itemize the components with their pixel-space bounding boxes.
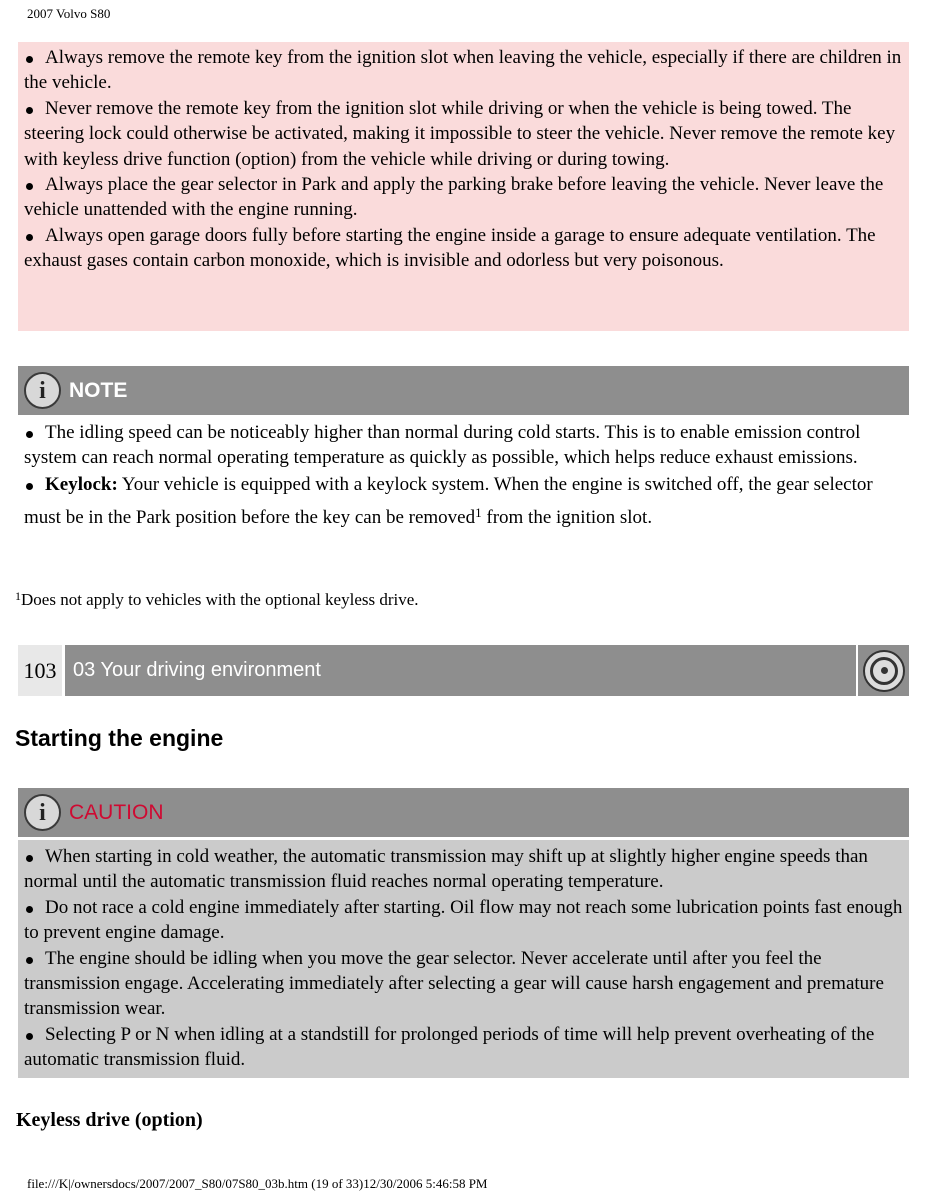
- chapter-title: 03 Your driving environment: [73, 659, 321, 681]
- footnote-marker: 1: [15, 589, 21, 603]
- note-item: [24, 471, 903, 532]
- keylock-label: Keylock:: [45, 473, 118, 495]
- note-body: [18, 420, 909, 532]
- footnote: [15, 589, 419, 610]
- caution-box: [18, 840, 909, 1078]
- warning-item-text: Always remove the remote key from the ignition slot when leaving the vehicle, especially if there are children in the vehicle.: [24, 47, 902, 94]
- bullet-icon: [24, 480, 34, 490]
- caution-item: [24, 844, 903, 895]
- caution-item-text: Do not race a cold engine immediately after starting. Oil flow may not reach some lubrication points fast enough to prevent engine damage.: [24, 896, 903, 944]
- document-header: 2007 Volvo S80: [27, 6, 111, 21]
- info-icon: i: [24, 372, 61, 409]
- warning-box: [18, 42, 909, 331]
- note-header: [18, 366, 909, 415]
- chapter-title-bar: [65, 645, 856, 696]
- caution-header: [18, 788, 909, 837]
- bullet-icon: [24, 1030, 34, 1040]
- warning-item-text: Always place the gear selector in Park and apply the parking brake before leaving the vehicle. Never leave the vehicle unattended with the engine running.: [24, 174, 884, 221]
- section-heading: Starting the engine: [15, 725, 224, 751]
- caution-item-text: When starting in cold weather, the automatic transmission may shift up at slightly higher engine speeds than normal until the automatic transmission fluid reaches normal operating temperature.: [24, 846, 868, 893]
- caution-item-text: The engine should be idling when you move the gear selector. Never accelerate until after you feel the transmission engage. Accelerating immediately after selecting a gear will cause harsh engagement and premature transmission wear.: [24, 947, 884, 1020]
- note-item-text: Your vehicle is equipped with a keylock system. When the engine is switched off, the gear selector must be in the Park position before the key can be removed: [24, 473, 873, 528]
- footnote-reference[interactable]: 1: [475, 504, 482, 520]
- bullet-icon: [24, 852, 34, 862]
- caution-item-text: Selecting P or N when idling at a standstill for prolonged periods of time will help prevent overheating of the automatic transmission fluid.: [24, 1023, 875, 1071]
- info-icon: i: [24, 794, 61, 831]
- bullet-icon: [24, 954, 34, 964]
- footnote-text: Does not apply to vehicles with the optional keyless drive.: [21, 590, 419, 609]
- caution-item: [24, 946, 903, 1022]
- warning-item: [24, 223, 903, 274]
- steering-wheel-icon: [863, 650, 905, 692]
- subsection-heading: Keyless drive (option): [16, 1109, 203, 1131]
- note-item: [24, 420, 903, 471]
- warning-item: [24, 172, 903, 223]
- bullet-icon: [24, 428, 34, 438]
- warning-item-text: Never remove the remote key from the ignition slot while driving or when the vehicle is being towed. The steering lock could otherwise be activated, making it impossible to steer the vehicle. Never remove the remote key with keyless drive function (option) from the vehicle while driving or during towing.: [24, 97, 896, 170]
- caution-item: [24, 895, 903, 946]
- note-item-text: The idling speed can be noticeably higher than normal during cold starts. This is to enable emission control system can reach normal operating temperature as quickly as possible, which helps reduce exhaust emissions.: [24, 422, 861, 469]
- bullet-icon: [24, 104, 34, 114]
- bullet-icon: [24, 231, 34, 241]
- warning-item: [24, 96, 903, 172]
- chapter-icon-box: [858, 645, 909, 696]
- bullet-icon: [24, 903, 34, 913]
- warning-item-text: Always open garage doors fully before starting the engine inside a garage to ensure adequate ventilation. The exhaust gases contain carbon monoxide, which is invisible and odorless but very poisonous.: [24, 224, 876, 272]
- note-label: NOTE: [69, 378, 128, 402]
- warning-item: [24, 45, 903, 96]
- caution-label: CAUTION: [69, 800, 164, 824]
- page-number: 103: [18, 645, 62, 696]
- chapter-bar: [18, 645, 909, 696]
- caution-item: [24, 1022, 903, 1073]
- bullet-icon: [24, 180, 34, 190]
- document-footer: file:///K|/ownersdocs/2007/2007_S80/07S80_03b.htm (19 of 33)12/30/2006 5:46:58 PM: [27, 1176, 488, 1191]
- bullet-icon: [24, 53, 34, 63]
- note-item-text-end: from the ignition slot.: [481, 506, 653, 528]
